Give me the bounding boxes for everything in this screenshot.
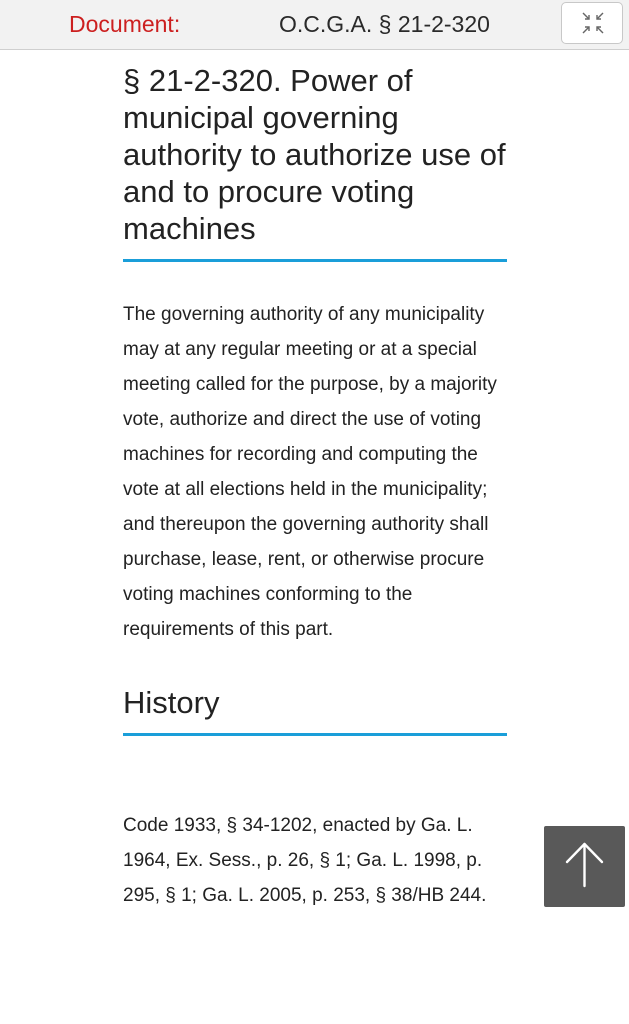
arrow-up-icon <box>564 841 605 889</box>
section-body: The governing authority of any municipality may at any regular meeting or at a special meeting called for the purpose, by a majority vote, authorize and direct the use of voting machines for recording and computing the vote at all elections held in the municipality; and thereupon the governing authority shall purchase, lease, rent, or otherwise procure voting machines conforming to the requirements of this part. <box>123 304 497 640</box>
section-title-divider <box>123 259 507 262</box>
history-title: History <box>123 685 220 720</box>
collapse-arrows-icon <box>581 12 605 34</box>
section-title: § 21-2-320. Power of municipal governing authority to authorize use of and to procure voting machines <box>123 63 506 246</box>
document-content <box>123 62 507 913</box>
history-body: Code 1933, § 34-1202, enacted by Ga. L. 1964, Ex. Sess., p. 26, § 1; Ga. L. 1998, p. 295, § 1; Ga. L. 2005, p. 253, § 38/HB 244. <box>123 815 487 906</box>
document-title: O.C.G.A. § 21-2-320 <box>279 11 490 37</box>
history-title-divider <box>123 733 507 736</box>
collapse-button[interactable] <box>561 2 623 44</box>
document-label: Document: <box>69 11 181 37</box>
scroll-to-top-button[interactable] <box>544 826 625 907</box>
document-header-bar <box>0 0 629 50</box>
